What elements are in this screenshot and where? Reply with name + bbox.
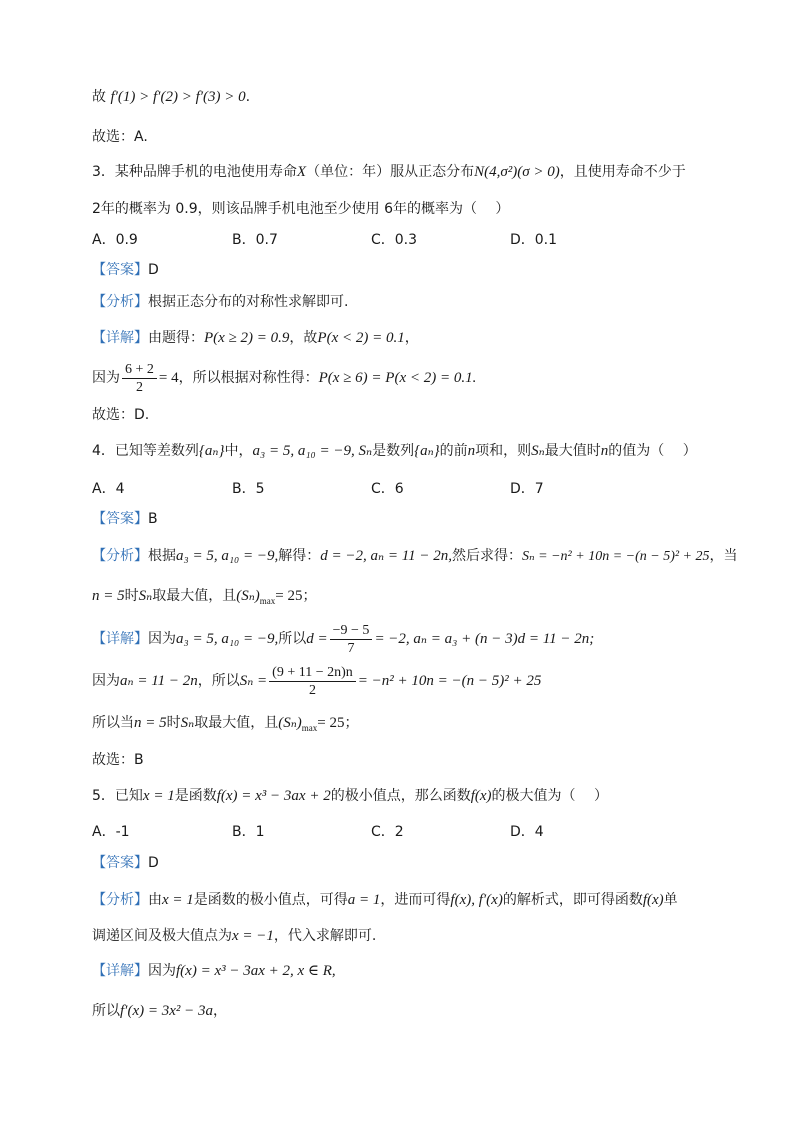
math: = −2, aₙ = a₃ + (n − 3)d = 11 − 2n; xyxy=(374,631,595,647)
q4-analysis-line1 xyxy=(92,545,738,568)
math: Sₙ xyxy=(138,588,153,604)
math: x = −1 xyxy=(232,928,274,944)
q4-choose: 故选：B xyxy=(92,752,144,768)
math: f(x) xyxy=(470,788,492,804)
math: P(x ≥ 2) = 0.9 xyxy=(204,330,290,346)
math: x = 1 xyxy=(162,892,194,908)
subscript-max: max xyxy=(259,595,276,606)
text: ； xyxy=(344,715,359,731)
text: 是函数 xyxy=(174,788,217,804)
text: ； xyxy=(302,588,317,604)
detail-tag: 【详解】 xyxy=(92,963,148,979)
analysis-tag: 【分析】 xyxy=(92,892,148,908)
q3-option-c: C．0.3 xyxy=(371,232,418,248)
analysis-text: 根据正态分布的对称性求解即可. xyxy=(148,294,349,310)
math: {aₙ} xyxy=(198,443,225,459)
answer-tag: 【答案】 xyxy=(92,511,148,527)
q3-option-a: A．0.9 xyxy=(92,232,138,248)
math: Sₙ xyxy=(180,715,195,731)
q4-detail-line1 xyxy=(92,620,702,658)
math: a₃ = 5, a₁₀ = −9, Sₙ xyxy=(252,443,373,459)
q4-answer xyxy=(92,508,702,530)
q4-option-c: C．6 xyxy=(371,481,404,497)
fraction-denominator: 7 xyxy=(347,640,355,656)
text: 所以当 xyxy=(92,715,134,731)
math-inequality: f′(1) > f′(2) > f′(3) > 0 xyxy=(110,89,246,105)
math: f′(x) = 3x² − 3a xyxy=(120,1003,213,1019)
q3-detail xyxy=(92,327,702,349)
q3-analysis xyxy=(92,291,702,313)
math: f(x) = x³ − 3ax + 2, x ∈ R, xyxy=(176,963,336,979)
q4-stem-line1 xyxy=(92,440,702,462)
choose-line: 故选：A. xyxy=(92,129,148,145)
text: 根据 xyxy=(148,548,176,564)
text: 单 xyxy=(663,892,678,908)
q3-option-b: B．0.7 xyxy=(232,232,278,248)
math: d = −2, aₙ = 11 − 2n, xyxy=(320,548,452,564)
math: = −n² + 10n = −(n − 5)² + 25 xyxy=(357,673,542,689)
text: 是数列 xyxy=(372,443,415,459)
math: f(x) = x³ − 3ax + 2 xyxy=(216,788,331,804)
text: ，所以根据对称性得： xyxy=(178,370,319,386)
q5-answer xyxy=(92,852,702,874)
fraction-denominator: 2 xyxy=(308,682,316,698)
math: x = 1 xyxy=(142,788,175,804)
q4-analysis-line2 xyxy=(92,585,702,612)
q4-option-b: B．5 xyxy=(232,481,265,497)
q3-stem-line1 xyxy=(92,161,702,183)
text: ， xyxy=(213,1003,227,1019)
text: . xyxy=(245,89,251,105)
math: a₃ = 5, a₁₀ = −9, xyxy=(176,631,279,647)
math: P(x ≥ 6) = P(x < 2) = 0.1. xyxy=(318,370,477,386)
text: 3．某种品牌手机的电池使用寿命 xyxy=(92,164,297,180)
analysis-tag: 【分析】 xyxy=(92,294,148,310)
text: 因为 xyxy=(92,370,120,386)
text: 调递区间及极大值点为 xyxy=(92,928,232,944)
answer-tag: 【答案】 xyxy=(92,855,148,871)
fraction xyxy=(122,361,157,396)
text: 的极小值点，那么函数 xyxy=(330,788,471,804)
q3-choose: 故选：D. xyxy=(92,407,150,423)
text: 4．已知等差数列 xyxy=(92,443,199,459)
text: 的极大值为（ ） xyxy=(491,788,608,804)
q3-stem-line2: 2年的概率为 0.9，则该品牌手机电池至少使用 6年的概率为（ ） xyxy=(92,201,510,217)
math: Sₙ xyxy=(531,443,545,459)
text: 所以 xyxy=(92,1003,120,1019)
math: {aₙ} xyxy=(414,443,440,459)
math: n = 5 xyxy=(92,588,125,604)
conclusion-inequality xyxy=(92,86,702,108)
text: 所以 xyxy=(278,631,307,647)
text: 因为 xyxy=(148,963,176,979)
fraction-numerator: (9 + 11 − 2n)n xyxy=(269,664,356,682)
q4-detail-line2 xyxy=(92,662,702,700)
math-var: X xyxy=(296,164,307,180)
text: 的前 xyxy=(439,443,468,459)
text: 因为 xyxy=(148,631,176,647)
math: n xyxy=(600,443,609,459)
q3-symmetry xyxy=(92,360,702,396)
text: ，所以 xyxy=(197,673,240,689)
q5-analysis-line1 xyxy=(92,889,702,911)
math: (Sₙ) xyxy=(236,588,260,604)
answer-tag: 【答案】 xyxy=(92,262,148,278)
text: 因为 xyxy=(92,673,120,689)
fraction-numerator: −9 − 5 xyxy=(330,622,373,640)
text: 故 xyxy=(92,89,106,105)
text: 时 xyxy=(166,715,181,731)
text: ，当 xyxy=(709,548,738,564)
text: 是函数的极小值点，可得 xyxy=(193,892,348,908)
fraction-numerator: 6 + 2 xyxy=(122,361,157,379)
math: n = 5 xyxy=(134,715,167,731)
text: ， xyxy=(404,330,419,346)
q5-option-a: A．-1 xyxy=(92,824,130,840)
text: 的解析式，即可得函数 xyxy=(502,892,643,908)
math: P(x < 2) = 0.1 xyxy=(317,330,405,346)
math: = 25 xyxy=(275,588,303,604)
text: 取最大值，且 xyxy=(194,715,279,731)
text: ，且使用寿命不少于 xyxy=(559,164,686,180)
math: a₃ = 5, a₁₀ = −9, xyxy=(176,548,279,564)
math: Sₙ = −n² + 10n = −(n − 5)² + 25 xyxy=(521,549,710,564)
math-normal-dist: N(4,σ²)(σ > 0) xyxy=(474,164,560,180)
text: （单位：年）服从正态分布 xyxy=(306,164,475,180)
detail-tag: 【详解】 xyxy=(92,330,148,346)
text: 然后求得： xyxy=(451,548,522,564)
text: 解得： xyxy=(278,548,321,564)
answer-value: B xyxy=(148,511,158,527)
text: 时 xyxy=(124,588,139,604)
math: f(x), f′(x) xyxy=(450,892,503,908)
q5-option-c: C．2 xyxy=(371,824,404,840)
answer-value: D xyxy=(148,855,159,871)
math: d = xyxy=(306,631,328,647)
math: = 25 xyxy=(317,715,345,731)
math: n xyxy=(467,443,476,459)
text: ，代入求解即可. xyxy=(273,928,377,944)
q5-detail-line2 xyxy=(92,1000,702,1022)
q4-option-d: D．7 xyxy=(510,481,544,497)
text: 项和，则 xyxy=(475,443,532,459)
q4-option-a: A．4 xyxy=(92,481,125,497)
text: 由 xyxy=(148,892,162,908)
q4-detail-line3 xyxy=(92,712,702,739)
q5-option-d: D．4 xyxy=(510,824,544,840)
fraction xyxy=(330,622,373,657)
text: ，进而可得 xyxy=(380,892,451,908)
math: a = 1 xyxy=(347,892,381,908)
math: f(x) xyxy=(642,892,664,908)
analysis-tag: 【分析】 xyxy=(92,548,148,564)
fraction xyxy=(269,664,356,699)
text: 5．已知 xyxy=(92,788,143,804)
text: ，故 xyxy=(289,330,318,346)
math: (Sₙ) xyxy=(278,715,302,731)
text: 最大值时 xyxy=(544,443,601,459)
math: aₙ = 11 − 2n xyxy=(120,673,198,689)
text: 取最大值，且 xyxy=(152,588,237,604)
q5-stem-line1 xyxy=(92,785,702,807)
q5-option-b: B．1 xyxy=(232,824,265,840)
q3-option-d: D．0.1 xyxy=(510,232,558,248)
q5-analysis-line2 xyxy=(92,925,702,947)
answer-value: D xyxy=(148,262,159,278)
subscript-max: max xyxy=(301,722,318,733)
fraction-denominator: 2 xyxy=(135,379,143,395)
math: Sₙ = xyxy=(239,673,268,689)
text: 中， xyxy=(224,443,253,459)
q5-detail-line1 xyxy=(92,960,702,982)
q3-answer xyxy=(92,259,702,281)
math: = 4 xyxy=(158,370,179,386)
detail-tag: 【详解】 xyxy=(92,631,148,647)
text: 的值为（ ） xyxy=(608,443,697,459)
text: 由题得： xyxy=(148,330,204,346)
